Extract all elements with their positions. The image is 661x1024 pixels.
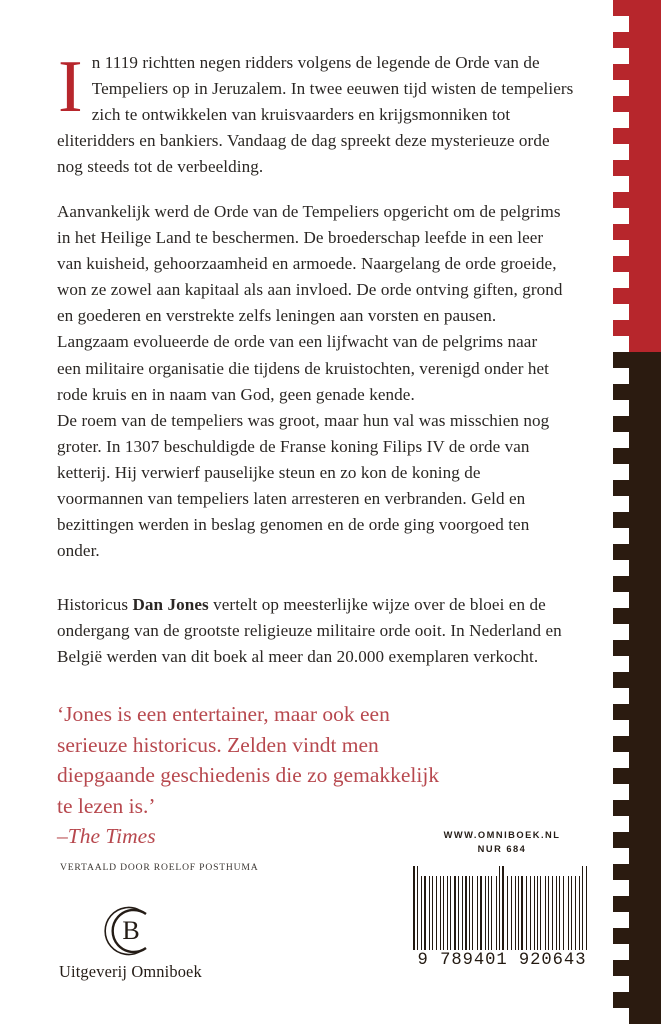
barcode-bar xyxy=(430,876,431,950)
intro-paragraph-text: n 1119 richtten negen ridders volgens de legende de Orde van de Tempeliers op in Jeruzalem. In twee eeuwen tijd wisten de tempeliers zich te ontwikkelen van kruisvaarders en krijgsmonniken tot eliteridders en bankiers. Vandaag de dag spreekt deze mysterieuze orde nog steeds tot de verbeelding. xyxy=(57,53,574,177)
barcode-bar xyxy=(450,876,451,950)
barcode-bar xyxy=(571,876,572,950)
spine-band-notch xyxy=(613,880,629,896)
spine-band-notch xyxy=(613,240,629,256)
spine-band-notch xyxy=(613,48,629,64)
spine-band-notch xyxy=(613,1008,629,1024)
barcode-bar xyxy=(424,876,426,950)
spine-band-notch xyxy=(613,528,629,544)
barcode-bar xyxy=(575,876,576,950)
barcode-bar xyxy=(471,876,472,950)
barcode-bar xyxy=(493,876,495,950)
barcode-bar xyxy=(538,876,539,950)
barcode-bar xyxy=(537,876,538,950)
barcode-bar xyxy=(547,876,548,950)
barcode-bar xyxy=(554,876,555,950)
barcode-bar xyxy=(440,876,441,950)
barcode-bar xyxy=(464,876,465,950)
intro-paragraph xyxy=(57,46,576,180)
barcode-bar xyxy=(421,876,422,950)
spine-band-notch xyxy=(613,368,629,384)
spine-band-notch xyxy=(613,592,629,608)
spine-band-notch xyxy=(613,144,629,160)
barcode-bar xyxy=(419,866,420,950)
barcode-bar xyxy=(528,876,529,950)
spine-band-notch xyxy=(613,80,629,96)
barcode-bar xyxy=(444,876,446,950)
barcode-bar xyxy=(434,876,435,950)
publisher-website: WWW.OMNIBOEK.NL xyxy=(443,830,561,840)
barcode-bar xyxy=(587,866,589,950)
barcode-bar xyxy=(496,876,497,950)
blurb-remainder: vertelt op meesterlijke wijze over de bloei en de ondergang van de grootste religieuze militaire orde ooit. In Nederland en België werden van dit boek al meer dan 20.000 exemplaren verkocht. xyxy=(57,595,562,667)
barcode-bar xyxy=(427,876,428,950)
barcode-bar xyxy=(413,866,415,950)
barcode-bar xyxy=(572,876,574,950)
svg-text:B: B xyxy=(122,916,140,945)
barcode-bar xyxy=(486,876,487,950)
barcode-bar xyxy=(474,876,476,950)
barcode-bar xyxy=(452,876,453,950)
barcode-bar xyxy=(515,876,516,950)
back-cover-content xyxy=(57,0,593,1024)
barcode-bar xyxy=(499,866,500,950)
barcode-bar xyxy=(507,876,508,950)
barcode-bar xyxy=(447,876,448,950)
spine-band-notch xyxy=(613,752,629,768)
barcode-bar xyxy=(479,876,480,950)
barcode-bar xyxy=(542,876,544,950)
barcode-bar xyxy=(535,876,536,950)
drop-cap-letter: I xyxy=(58,46,83,128)
spine-band-notch xyxy=(613,112,629,128)
barcode-bar xyxy=(511,876,513,950)
barcode-bar xyxy=(429,876,430,950)
barcode-bar xyxy=(530,876,531,950)
barcode-bar xyxy=(577,876,578,950)
spine-band-notch xyxy=(613,432,629,448)
barcode-bar xyxy=(584,866,585,950)
spine-band-notch xyxy=(613,336,629,352)
barcode-bar xyxy=(561,876,562,950)
spine-band-notch xyxy=(613,208,629,224)
publisher-block xyxy=(57,904,297,982)
barcode-bar xyxy=(548,876,549,950)
barcode-bar xyxy=(465,876,467,950)
barcode-bar xyxy=(556,876,557,950)
barcode-bar xyxy=(526,876,527,950)
barcode-bar xyxy=(480,876,482,950)
paragraph-origins: Aanvankelijk werd de Orde van de Tempeliers opgericht om de pelgrims in het Heilige Land te beschermen. De broederschap leefde in een leer van kuisheid, gehoorzaamheid en armoede. Naargelang de orde groeide, won ze zowel aan kapitaal als aan invloed. De orde ontving giften, grond en goederen en verstrekte zelfs leningen aan vorsten en pausen. Langzaam evolueerde de orde van een lijfwacht van de pelgrims naar een militaire organisatie die tijdens de kruistochten, verenigd onder het rode kruis en in naam van God, geen genade kende. xyxy=(57,202,563,404)
spine-band-notch xyxy=(613,848,629,864)
spine-band-notch xyxy=(613,656,629,672)
spine-band-notch xyxy=(613,272,629,288)
spine-band-notch xyxy=(613,784,629,800)
blurb-lead-in: Historicus xyxy=(57,595,133,614)
pullquote-source: –The Times xyxy=(57,824,156,849)
barcode-bar xyxy=(501,866,502,950)
barcode-bar xyxy=(552,876,554,950)
barcode-bar xyxy=(534,876,535,950)
barcode-bar xyxy=(457,876,458,950)
publisher-name: Uitgeverij Omniboek xyxy=(59,962,202,981)
barcode-bar xyxy=(545,876,546,950)
barcode-bar xyxy=(477,876,478,950)
barcode-bar xyxy=(568,876,569,950)
barcode-bar xyxy=(557,876,558,950)
barcode-bar xyxy=(580,876,581,950)
barcode-bar xyxy=(565,876,567,950)
barcode-bar xyxy=(509,876,510,950)
barcode-bar xyxy=(569,876,570,950)
barcode-block xyxy=(402,828,602,970)
barcode-bar xyxy=(417,866,418,950)
barcode-graphic xyxy=(413,866,591,950)
barcode-bar xyxy=(563,876,564,950)
barcode-bar xyxy=(432,876,434,950)
spine-band-notch xyxy=(613,912,629,928)
review-pullquote xyxy=(57,699,457,852)
nur-code: NUR 684 xyxy=(477,844,527,854)
pullquote-text: ‘Jones is een entertainer, maar ook een serieuze historicus. Zelden vindt men diepgaande geschiedenis die zo gemakkelijk te lezen is.’ xyxy=(57,702,440,818)
barcode-bar xyxy=(559,876,560,950)
isbn-digits: 9 789401 920643 xyxy=(417,951,587,970)
barcode-bar xyxy=(586,866,587,950)
barcode-bar xyxy=(502,866,504,950)
barcode-bar xyxy=(518,876,519,950)
barcode-bar xyxy=(488,876,489,950)
barcode-bar xyxy=(483,876,484,950)
spine-band-notch xyxy=(613,496,629,512)
paragraph-downfall: De roem van de tempeliers was groot, maar hun val was misschien nog groter. In 1307 beschuldigde de Franse koning Filips IV de orde van ketterij. Hij verwierf pauselijke steun en zo kon de koning de voormannen van tempeliers laten arresteren en verbranden. Geld en bezittingen werden in beslag genomen en de orde ging voorgoed ten onder. xyxy=(57,411,550,561)
barcode-bar xyxy=(516,876,517,950)
barcode-bar xyxy=(550,876,551,950)
barcode-bar xyxy=(513,876,514,950)
barcode-bar xyxy=(540,876,541,950)
barcode-bar xyxy=(460,876,461,950)
spine-band-notch xyxy=(613,16,629,32)
barcode-bar xyxy=(498,866,499,950)
barcode-bar xyxy=(438,876,439,950)
barcode-bar xyxy=(458,876,459,950)
spine-band-notch xyxy=(613,688,629,704)
barcode-bar xyxy=(524,876,525,950)
spine-band-notch xyxy=(613,624,629,640)
barcode-bar xyxy=(579,876,580,950)
barcode-bar xyxy=(436,876,437,950)
publisher-logo-icon xyxy=(102,904,160,958)
spine-band-notch xyxy=(613,464,629,480)
spine-band-notch xyxy=(613,816,629,832)
barcode-bar xyxy=(449,876,450,950)
barcode-bar xyxy=(416,866,417,950)
barcode-bar xyxy=(490,876,491,950)
barcode-bar xyxy=(521,876,523,950)
barcode-bar xyxy=(422,876,423,950)
barcode-bar xyxy=(443,876,444,950)
barcode-bar xyxy=(582,866,584,950)
barcode-bar xyxy=(531,876,533,950)
spine-band-notch xyxy=(613,976,629,992)
barcode-bar xyxy=(441,876,442,950)
translator-credit: VERTAALD DOOR ROELOF POSTHUMA xyxy=(60,862,259,873)
barcode-bar xyxy=(468,876,469,950)
barcode-bar xyxy=(469,876,470,950)
barcode-bar xyxy=(491,876,492,950)
spine-band-notch xyxy=(613,720,629,736)
spine-band-notch xyxy=(613,400,629,416)
spine-band-notch xyxy=(613,560,629,576)
spine-band-notch xyxy=(613,944,629,960)
barcode-bar xyxy=(454,876,456,950)
barcode-bar xyxy=(462,876,463,950)
barcode-bar xyxy=(505,866,506,950)
paragraph-author-blurb xyxy=(57,592,563,670)
spine-band-notch xyxy=(613,176,629,192)
barcode-bar xyxy=(472,876,473,950)
author-name: Dan Jones xyxy=(132,595,209,614)
barcode-bar xyxy=(485,876,486,950)
spine-band-notch xyxy=(613,304,629,320)
barcode-bar xyxy=(520,876,521,950)
spine-decorative-band xyxy=(613,0,661,1024)
